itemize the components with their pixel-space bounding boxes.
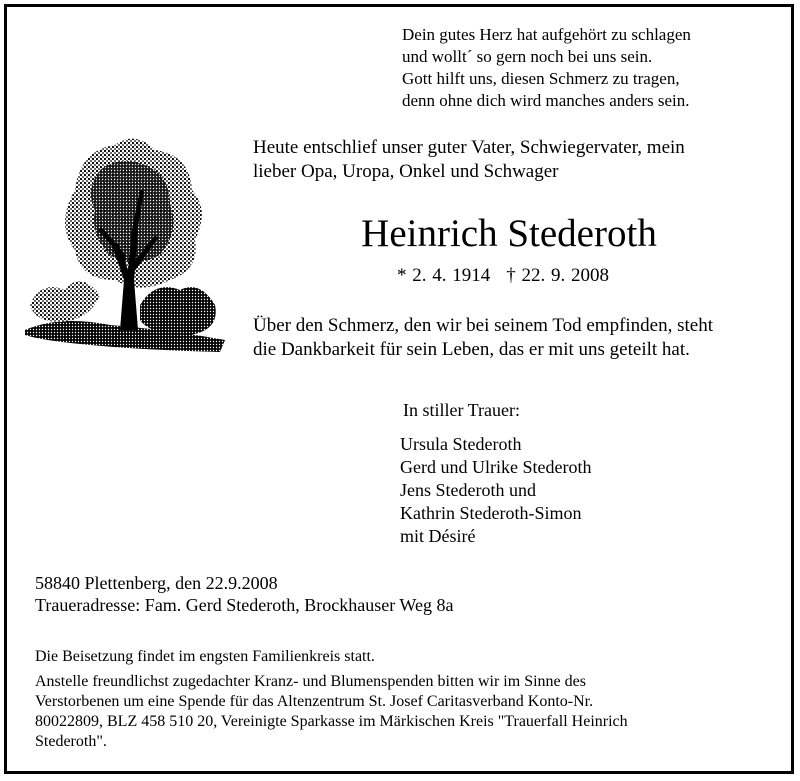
life-dates [397,264,609,288]
poem-line: Dein gutes Herz hat aufgehört zu schlagen [402,25,691,44]
city-date: 58840 Plettenberg, den 22.9.2008 [35,573,278,593]
birth-date: * 2. 4. 1914 [397,265,491,286]
deceased-name: Heinrich Stederoth [361,212,657,255]
mourners-heading: In stiller Trauer: [403,400,520,420]
burial-notice: Die Beisetzung findet im engsten Familienkreis statt. [35,648,375,665]
mourner-name: Gerd und Ulrike Stederoth [400,457,592,477]
gratitude-line: die Dankbarkeit für sein Leben, das er mit uns geteilt hat. [253,339,690,360]
donation-request [35,672,755,752]
place-and-address [35,572,453,616]
poem-line: denn ohne dich wird manches anders sein. [402,91,690,110]
donation-line: 80022809, BLZ 458 510 20, Vereinigte Sparkasse im Märkischen Kreis "Trauerfall Heinrich [35,713,628,730]
donation-line: Stederoth". [35,733,107,750]
mourner-name: Jens Stederoth und [400,480,536,500]
poem [402,24,691,112]
gratitude-line: Über den Schmerz, den wir bei seinem Tod empfinden, steht [253,315,713,336]
donation-line: Anstelle freundlichst zugedachter Kranz- und Blumenspenden bitten wir im Sinne des [35,673,586,690]
announcement-intro [253,136,685,184]
poem-line: Gott hilft uns, diesen Schmerz zu tragen, [402,69,680,88]
intro-line: Heute entschlief unser guter Vater, Schwiegervater, mein [253,137,685,158]
mourning-address: Traueradresse: Fam. Gerd Stederoth, Brockhauser Weg 8a [35,595,454,615]
donation-line: Verstorbenen um eine Spende für das Altenzentrum St. Josef Caritasverband Konto-Nr. [35,693,594,710]
mourners-list [400,433,591,548]
gratitude-text [253,314,713,362]
tree-illustration-icon [20,130,230,360]
intro-line: lieber Opa, Uropa, Onkel und Schwager [253,161,559,182]
mourner-name: mit Désiré [400,526,476,546]
mourner-name: Ursula Stederoth [400,434,522,454]
poem-line: und wollt´ so gern noch bei uns sein. [402,47,653,66]
mourner-name: Kathrin Stederoth-Simon [400,503,582,523]
death-date: † 22. 9. 2008 [506,265,609,286]
